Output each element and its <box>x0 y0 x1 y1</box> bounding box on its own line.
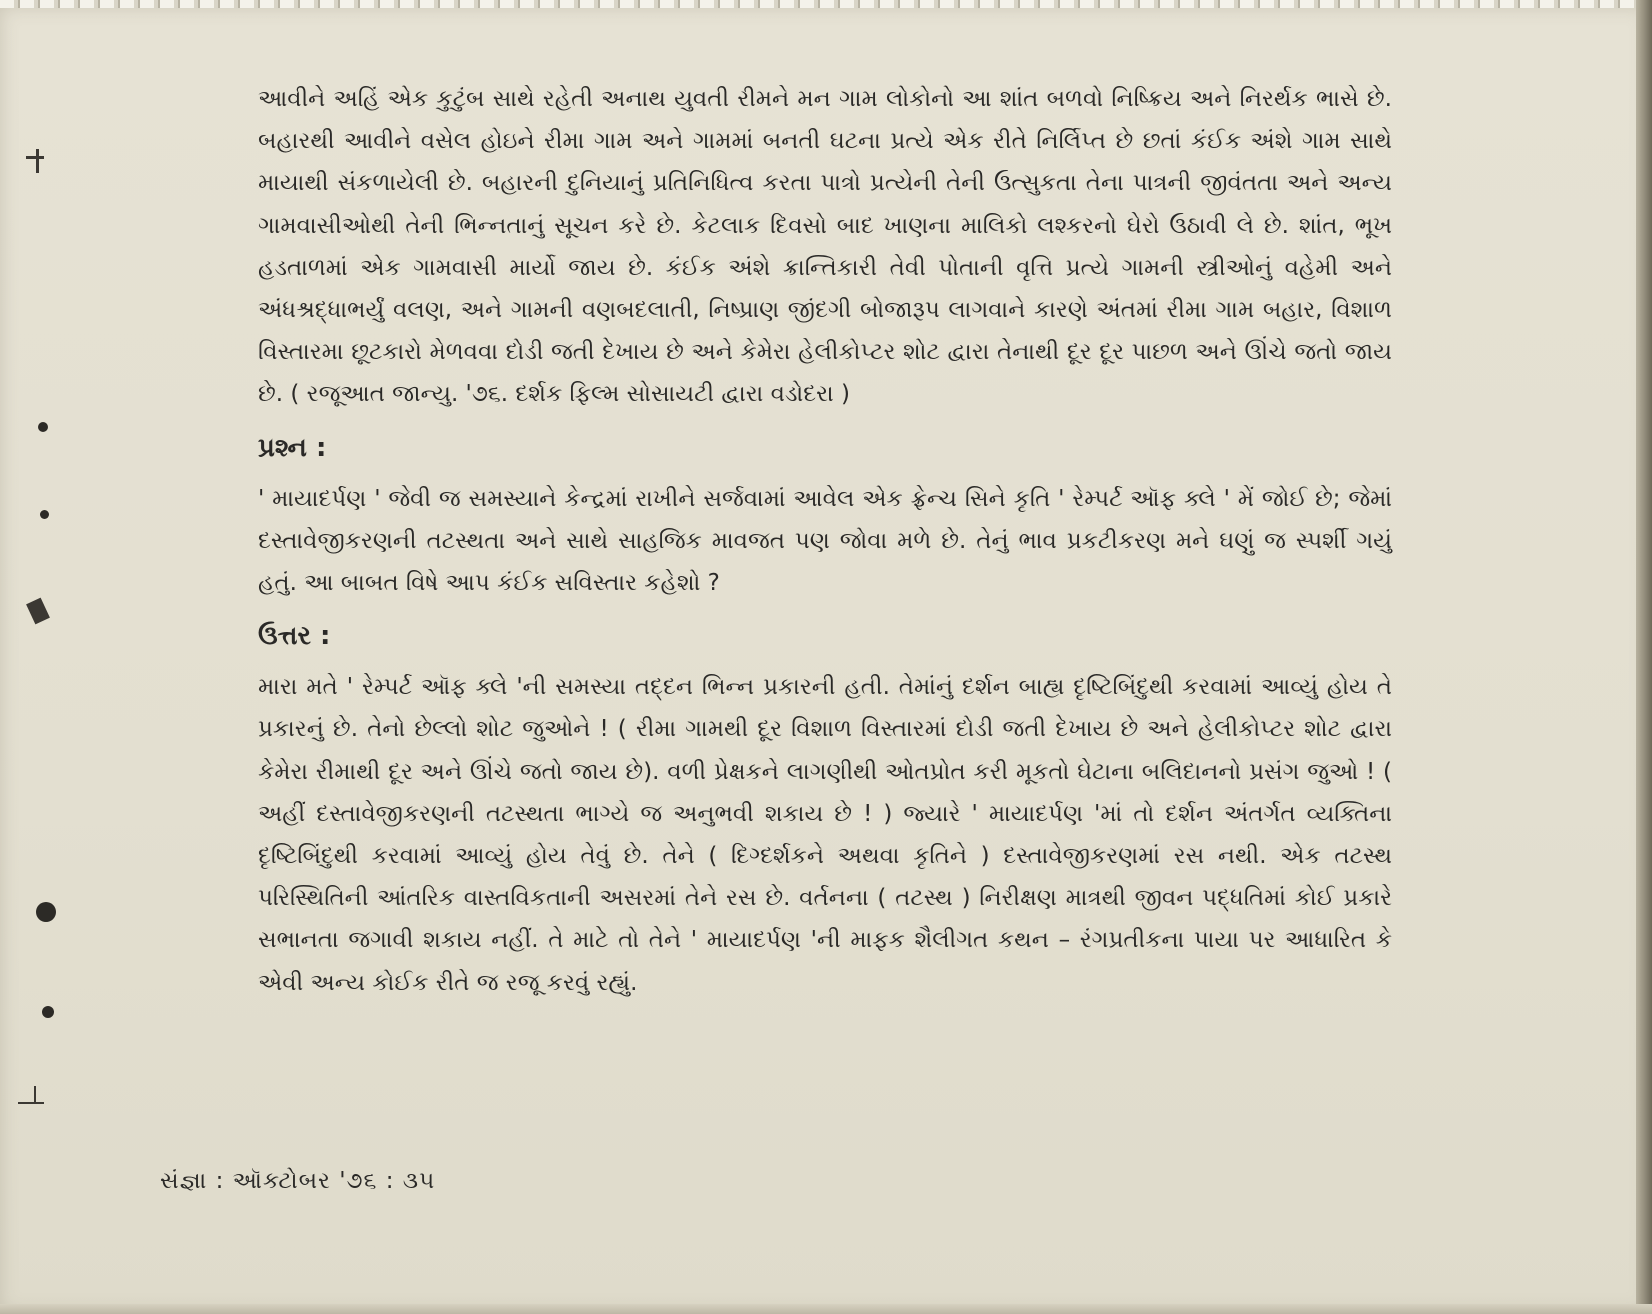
bottom-edge <box>0 1304 1652 1314</box>
margin-mark-5 <box>26 598 50 625</box>
margin-mark-3 <box>38 422 48 432</box>
right-edge <box>1636 0 1652 1314</box>
margin-mark-7 <box>42 1006 54 1018</box>
margin-mark-8 <box>18 1102 44 1104</box>
question-paragraph: ' માયાદર્પણ ' જેવી જ સમસ્યાને કેન્દ્રમાં રાખીને સર્જવામાં આવેલ એક ફ્રેન્ચ સિને કૃતિ ' રેમ્પર્ટ ઑફ ક્લે ' મેં જોઈ છે; જેમાં દસ્તાવેજીકરણની તટસ્થતા અને સાથે સાહજિક માવજત પણ જોવા મળે છે. તેનું ભાવ પ્રકટીકરણ મને ઘણું જ સ્પર્શી ગયું હતું. આ બાબત વિષે આપ કંઈક સવિસ્તાર કહેશો ? <box>258 485 1392 597</box>
answer-paragraph: મારા મતે ' રેમ્પર્ટ ઑફ ક્લે 'ની સમસ્યા તદ્દન ભિન્ન પ્રકારની હતી. તેમાંનું દર્શન બાહ્ય દૃષ્ટિબિંદુથી કરવામાં આવ્યું હોય તે પ્રકારનું છે. તેનો છેલ્લો શોટ જુઓને ! ( રીમા ગામથી દૂર વિશાળ વિસ્તારમાં દોડી જતી દેખાય છે અને હેલીકોપ્ટર શોટ દ્વારા કેમેરા રીમાથી દૂર અને ઊંચે જતો જાય છે). વળી પ્રેક્ષકને લાગણીથી ઓતપ્રોત કરી મૂકતો ઘેટાના બલિદાનનો પ્રસંગ જુઓ ! ( અહીં દસ્તાવેજીકરણની તટસ્થતા ભાગ્યે જ અનુભવી શકાય છે ! ) જ્યારે ' માયાદર્પણ 'માં તો દર્શન અંતર્ગત વ્યક્તિના દૃષ્ટિબિંદુથી કરવામાં આવ્યું હોય તેવું છે. તેને ( દિગ્દર્શકને અથવા કૃતિને ) દસ્તાવેજીકરણમાં રસ નથી. એક તટસ્થ પરિસ્થિતિની આંતરિક વાસ્તવિકતાની અસરમાં તેને રસ છે. વર્તનના ( તટસ્થ ) નિરીક્ષણ માત્રથી જીવન પદ્ધતિમાં કોઈ પ્રકારે સભાનતા જગાવી શકાય નહીં. તે માટે તો તેને ' માયાદર્પણ 'ની માફક શૈલીગત કથન – રંગપ્રતીકના પાયા પર આધારિત કે એવી અન્ય કોઈક રીતે જ રજૂ કરવું રહ્યું. <box>258 674 1392 996</box>
article-body <box>258 78 1392 1004</box>
question-heading: પ્રશ્ન : <box>258 432 327 463</box>
page-footer: સંજ્ઞા : ઑક્ટોબર '૭૬ : ૩૫ <box>160 1168 436 1194</box>
margin-mark-6 <box>36 902 56 922</box>
margin-mark-4 <box>40 510 49 519</box>
margin-mark-9 <box>34 1086 36 1104</box>
top-edge <box>0 0 1652 8</box>
margin-mark-1 <box>26 156 44 159</box>
margin-mark-2 <box>36 149 39 173</box>
answer-heading: ઉત્તર : <box>258 621 331 652</box>
intro-paragraph: આવીને અહિં એક કુટુંબ સાથે રહેતી અનાથ યુવતી રીમને મન ગામ લોકોનો આ શાંત બળવો નિષ્ક્રિય અને નિરર્થક ભાસે છે. બહારથી આવીને વસેલ હોઇને રીમા ગામ અને ગામમાં બનતી ઘટના પ્રત્યે એક રીતે નિર્લિપ્ત છે છતાં કંઈક અંશે ગામ સાથે માયાથી સંકળાયેલી છે. બહારની દુનિયાનું પ્રતિનિધિત્વ કરતા પાત્રો પ્રત્યેની તેની ઉત્સુકતા તેના પાત્રની જીવંતતા અને અન્ય ગામવાસીઓથી તેની ભિન્નતાનું સૂચન કરે છે. કેટલાક દિવસો બાદ ખાણના માલિકો લશ્કરનો ઘેરો ઉઠાવી લે છે. શાંત, ભૂખ હડતાળમાં એક ગામવાસી માર્યો જાય છે. કંઈક અંશે ક્રાન્તિકારી તેવી પોતાની વૃત્તિ પ્રત્યે ગામની સ્ત્રીઓનું વહેમી અને અંધશ્રદ્ધાભર્યું વલણ, અને ગામની વણબદલાતી, નિષ્પ્રાણ જીંદગી બોજારૂપ લાગવાને કારણે અંતમાં રીમા ગામ બહાર, વિશાળ વિસ્તારમા છૂટકારો મેળવવા દોડી જતી દેખાય છે અને કેમેરા હેલીકોપ્ટર શોટ દ્વારા તેનાથી દૂર દૂર પાછળ અને ઊંચે જતો જાય છે. ( રજૂઆત જાન્યુ. '૭૬. દર્શક ફિલ્મ સોસાયટી દ્વારા વડોદરા ) <box>258 86 1392 408</box>
